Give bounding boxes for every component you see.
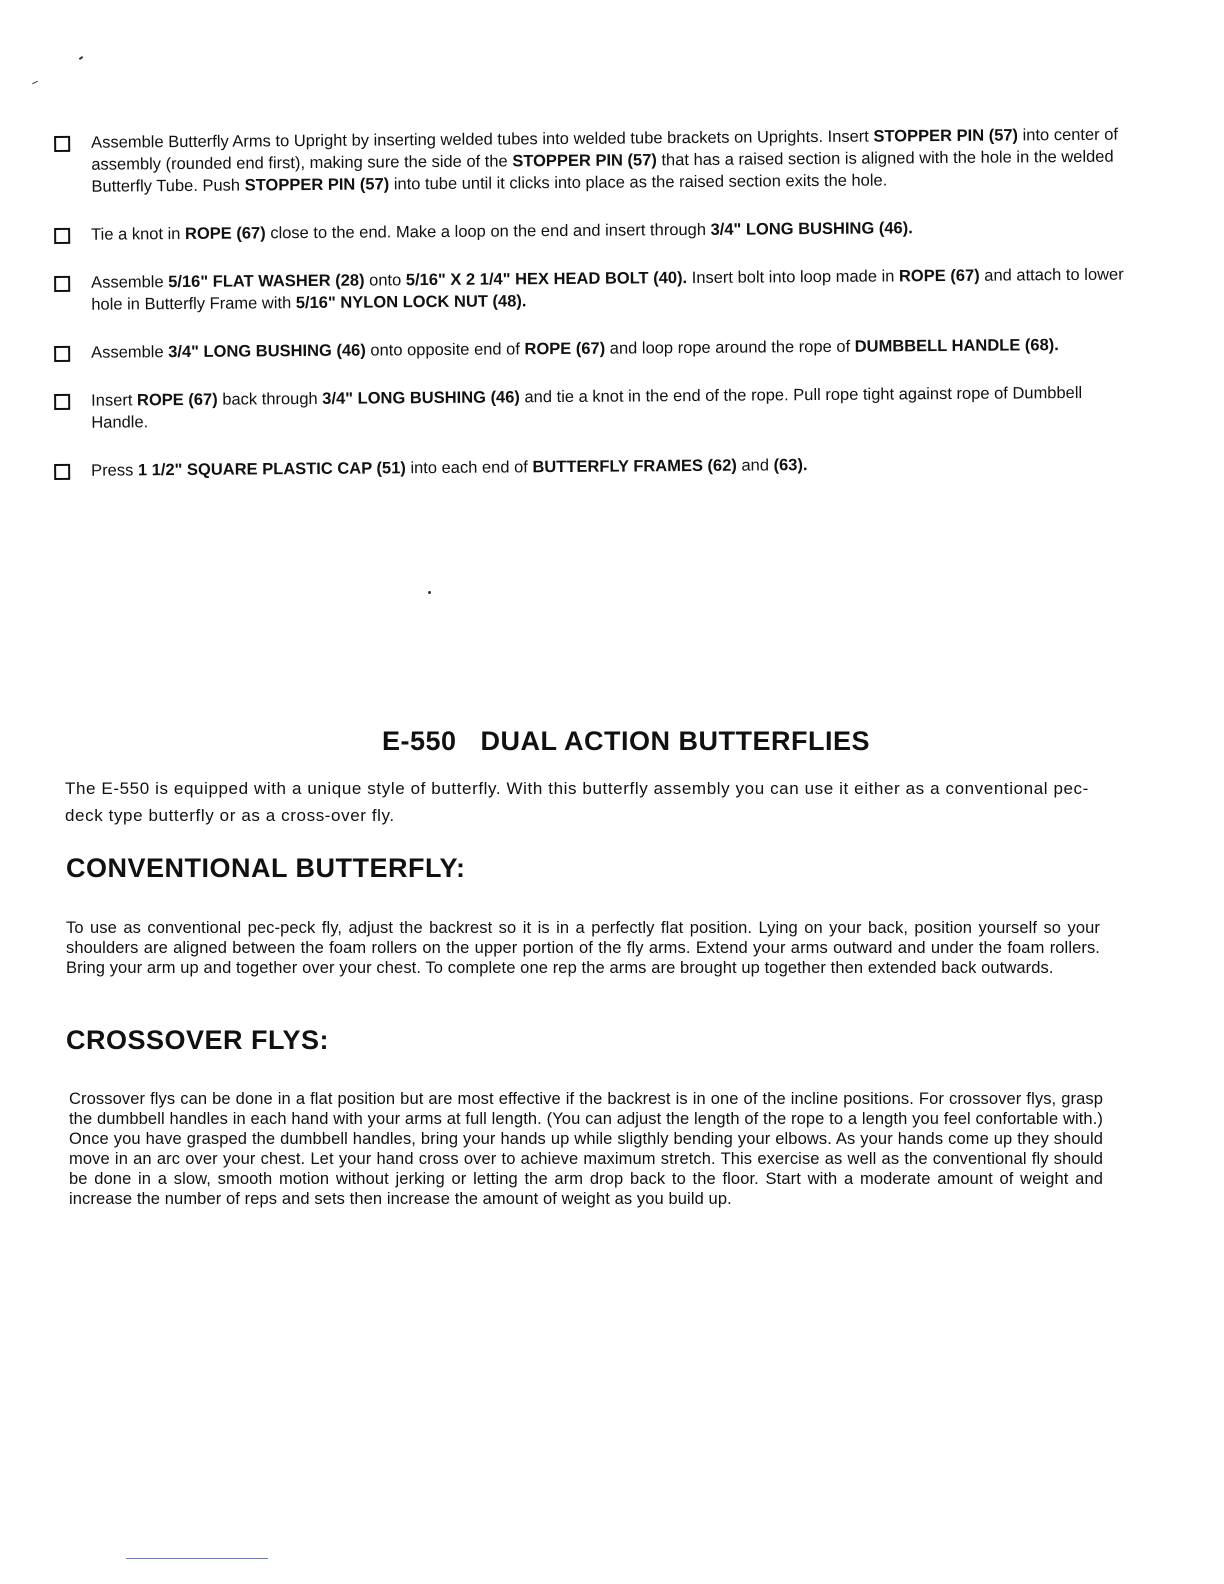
- checklist-item-text: Assemble 3/4" LONG BUSHING (46) onto opposite end of ROPE (67) and loop rope around the rope of DUMBBELL HANDLE (68).: [91, 336, 1059, 362]
- checkbox-icon[interactable]: [54, 346, 70, 362]
- checkbox-icon[interactable]: [54, 276, 70, 292]
- checklist-item: [54, 374, 1124, 434]
- checklist-item: [54, 444, 1124, 482]
- assembly-checklist: [54, 124, 1124, 500]
- conventional-paragraph: To use as conventional pec-peck fly, adjust the backrest so it is in a perfectly flat position. Lying on your back, position yourself so your shoulders are aligned between the foam rollers on the upper portion of the fly arms. Extend your arms outward and under the foam rollers. Bring your arm up and together over your chest. To complete one rep the arms are brought up together then extended back outwards.: [66, 919, 1100, 977]
- checklist-item-text: Insert ROPE (67) back through 3/4" LONG BUSHING (46) and tie a knot in the end of the rope. Pull rope tight against rope of Dumbbell Handle.: [91, 383, 1083, 432]
- crossover-paragraph: Crossover flys can be done in a flat position but are most effective if the backrest is in one of the incline positions. For crossover flys, grasp the dumbbell handles in each hand with your arms at full length. (You can adjust the length of the rope to a length you feel confortable with.) Once you have grasped the dumbbell handles, bring your hands up while sligthly bending your elbows. As your hands come up they should move in an arc over your chest. Let your hand cross over to achieve maximum stretch. This exercise as well as the conventional fly should be done in a slow, smooth motion without jerking or letting the arm drop back to the floor. Start with a moderate amount of weight and increase the number of reps and sets then increase the amount of weight as you build up.: [69, 1090, 1103, 1208]
- checklist-item: [54, 326, 1124, 364]
- crossover-heading: CROSSOVER FLYS:: [66, 1025, 330, 1055]
- footer-rule: [126, 1558, 268, 1559]
- checkbox-icon[interactable]: [54, 228, 70, 244]
- section-title: E-550 DUAL ACTION BUTTERFLIES: [381, 726, 871, 756]
- checkbox-icon[interactable]: [54, 464, 70, 480]
- checklist-item: [54, 208, 1124, 246]
- scan-speck: [32, 81, 38, 84]
- conventional-heading: CONVENTIONAL BUTTERFLY:: [66, 853, 466, 883]
- checklist-item-text: Assemble Butterfly Arms to Upright by inserting welded tubes into welded tube brackets on Uprights. Insert STOPPER PIN (57) into center of assembly (rounded end first), making sure the side of the STOPPER PIN (57) that has a raised section is aligned with the hole in the welded Butterfly Tube. Push STOPPER PIN (57) into tube until it clicks into place as the raised section exits the hole.: [91, 125, 1119, 196]
- checklist-item-text: Assemble 5/16" FLAT WASHER (28) onto 5/16" X 2 1/4" HEX HEAD BOLT (40). Insert bolt into loop made in ROPE (67) and attach to lower hole in Butterfly Frame with 5/16" NYLON LOCK NUT (48).: [91, 265, 1124, 314]
- intro-paragraph: The E-550 is equipped with a unique style of butterfly. With this butterfly assembly you can use it either as a conventional pec-deck type butterfly or as a cross-over fly.: [65, 779, 1089, 825]
- checklist-item-text: Tie a knot in ROPE (67) close to the end. Make a loop on the end and insert through 3/4" LONG BUSHING (46).: [91, 219, 913, 244]
- checklist-item-text: Press 1 1/2" SQUARE PLASTIC CAP (51) into each end of BUTTERFLY FRAMES (62) and (63).: [91, 456, 808, 480]
- checklist-item: [54, 116, 1125, 198]
- checklist-item: [54, 256, 1124, 316]
- checkbox-icon[interactable]: [54, 136, 70, 152]
- checkbox-icon[interactable]: [54, 394, 70, 410]
- scan-speck: [428, 591, 431, 594]
- scan-speck: [79, 56, 83, 60]
